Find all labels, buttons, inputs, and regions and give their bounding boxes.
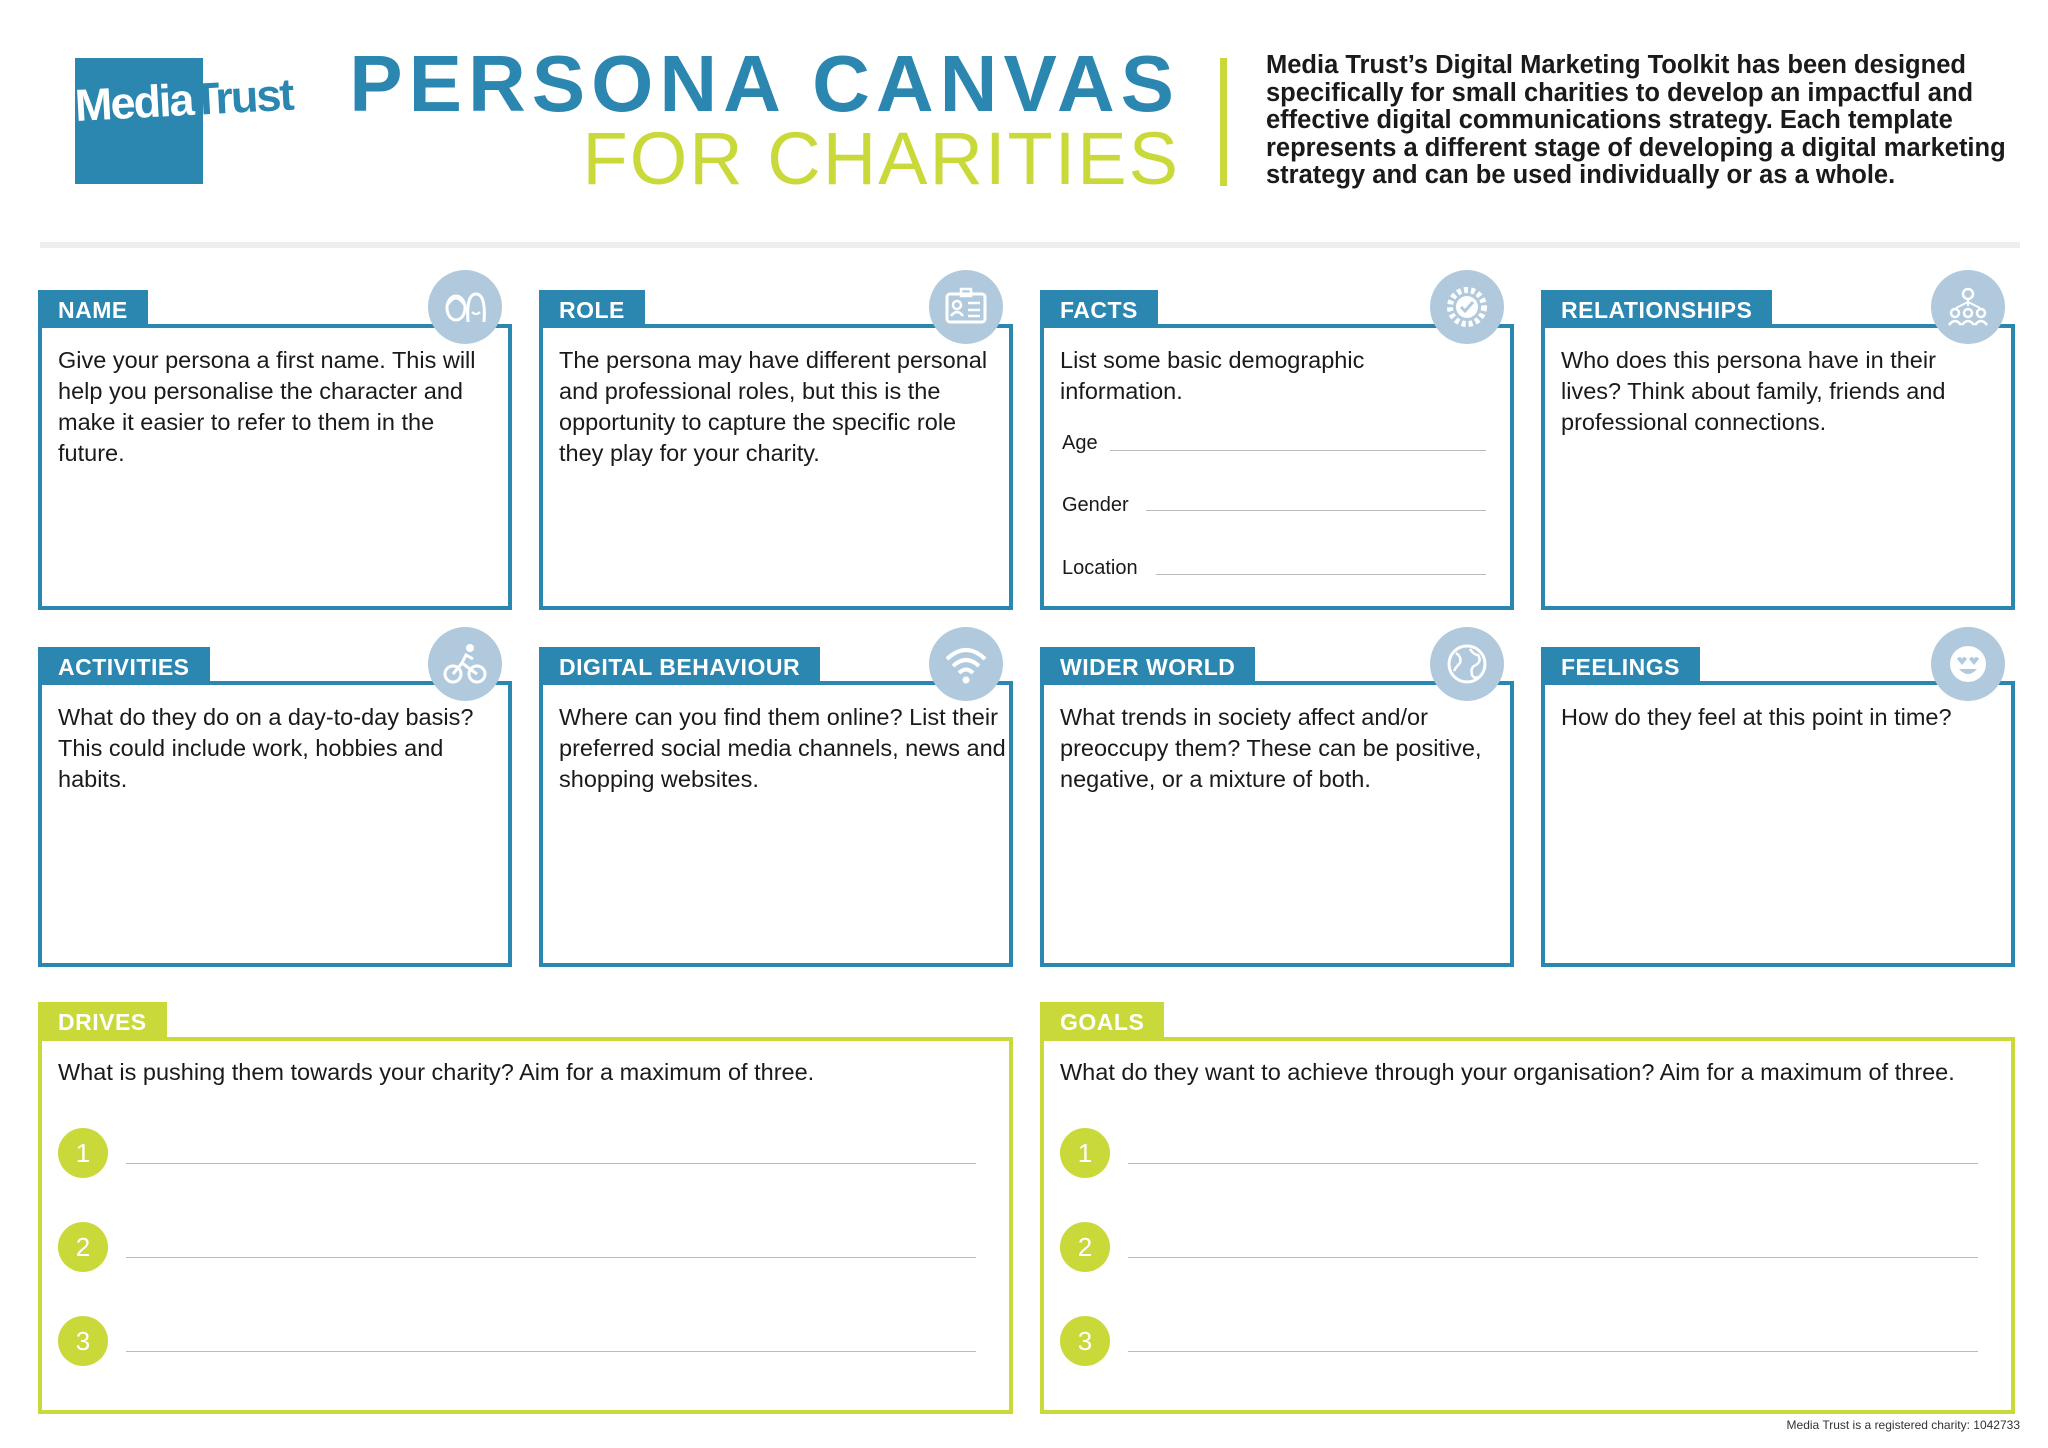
faces-icon <box>428 270 502 344</box>
wifi-icon <box>929 627 1003 701</box>
drive-number-2: 2 <box>58 1222 108 1272</box>
drive-line-2[interactable] <box>126 1257 976 1258</box>
facts-card-text: List some basic demographic information. <box>1060 347 1365 404</box>
facts-card-title: FACTS <box>1040 290 1158 328</box>
goal-line-2[interactable] <box>1128 1257 1978 1258</box>
name-card-text: Give your persona a first name. This will help you personalise the character and make it easier to refer to them in the future. <box>58 347 476 466</box>
goal-line-3[interactable] <box>1128 1351 1978 1352</box>
drives-card <box>38 1037 1013 1414</box>
relationships-card-text: Who does this persona have in their lives? Think about family, friends and professional connections. <box>1561 347 1946 435</box>
role-card-title: ROLE <box>539 290 645 328</box>
fact-label-gender: Gender <box>1062 494 1129 516</box>
logo-wordmark <box>74 69 294 132</box>
goal-number-1: 1 <box>1060 1128 1110 1178</box>
drives-card-title: DRIVES <box>38 1002 167 1040</box>
goals-card-title: GOALS <box>1040 1002 1164 1040</box>
goals-card <box>1040 1037 2015 1414</box>
fact-line-location[interactable] <box>1156 574 1486 575</box>
check-badge-icon <box>1430 270 1504 344</box>
drive-number-3: 3 <box>58 1316 108 1366</box>
digital-behaviour-card-text: Where can you find them online? List their preferred social media channels, news and shopping websites. <box>559 704 1006 792</box>
page-subtitle: FOR CHARITIES <box>582 117 1180 200</box>
heart-eyes-emoji-icon <box>1931 627 2005 701</box>
fact-line-gender[interactable] <box>1146 510 1486 511</box>
drive-line-3[interactable] <box>126 1351 976 1352</box>
intro-text: Media Trust’s Digital Marketing Toolkit has been designed specifically for small charities to develop an impactful and effective digital communications strategy. Each template represents a different stage of developing a digital marketing strategy and can be used individually or as a whole. <box>1266 51 2006 189</box>
drive-line-1[interactable] <box>126 1163 976 1164</box>
activities-card-text: What do they do on a day-to-day basis? This could include work, hobbies and habits. <box>58 704 474 792</box>
feelings-card-text: How do they feel at this point in time? <box>1561 704 1952 730</box>
goals-card-text: What do they want to achieve through your organisation? Aim for a maximum of three. <box>1060 1059 1955 1085</box>
goal-number-2: 2 <box>1060 1222 1110 1272</box>
drives-card-text: What is pushing them towards your charity? Aim for a maximum of three. <box>58 1059 815 1085</box>
footer-charity-note: Media Trust is a registered charity: 1042733 <box>1786 1418 2020 1432</box>
wider-world-card-text: What trends in society affect and/or preoccupy them? These can be positive, negative, or a mixture of both. <box>1060 704 1482 792</box>
page-title: PERSONA CANVAS <box>349 39 1180 128</box>
logo-media: Media <box>73 73 194 131</box>
id-badge-icon <box>929 270 1003 344</box>
title-divider <box>1220 58 1227 186</box>
fact-line-age[interactable] <box>1110 450 1486 451</box>
wider-world-card-title: WIDER WORLD <box>1040 647 1255 685</box>
feelings-card-title: FEELINGS <box>1541 647 1700 685</box>
cyclist-icon <box>428 627 502 701</box>
digital-behaviour-card-title: DIGITAL BEHAVIOUR <box>539 647 820 685</box>
fact-label-location: Location <box>1062 557 1138 579</box>
drive-number-1: 1 <box>58 1128 108 1178</box>
people-network-icon <box>1931 270 2005 344</box>
role-card-text: The persona may have different personal and professional roles, but this is the opportunity to capture the specific role they play for your charity. <box>559 347 988 466</box>
logo-trust: Trust <box>191 68 294 125</box>
name-card-title: NAME <box>38 290 148 328</box>
globe-icon <box>1430 627 1504 701</box>
fact-label-age: Age <box>1062 432 1098 454</box>
header-rule <box>40 242 2020 248</box>
relationships-card-title: RELATIONSHIPS <box>1541 290 1772 328</box>
goal-line-1[interactable] <box>1128 1163 1978 1164</box>
goal-number-3: 3 <box>1060 1316 1110 1366</box>
activities-card-title: ACTIVITIES <box>38 647 210 685</box>
